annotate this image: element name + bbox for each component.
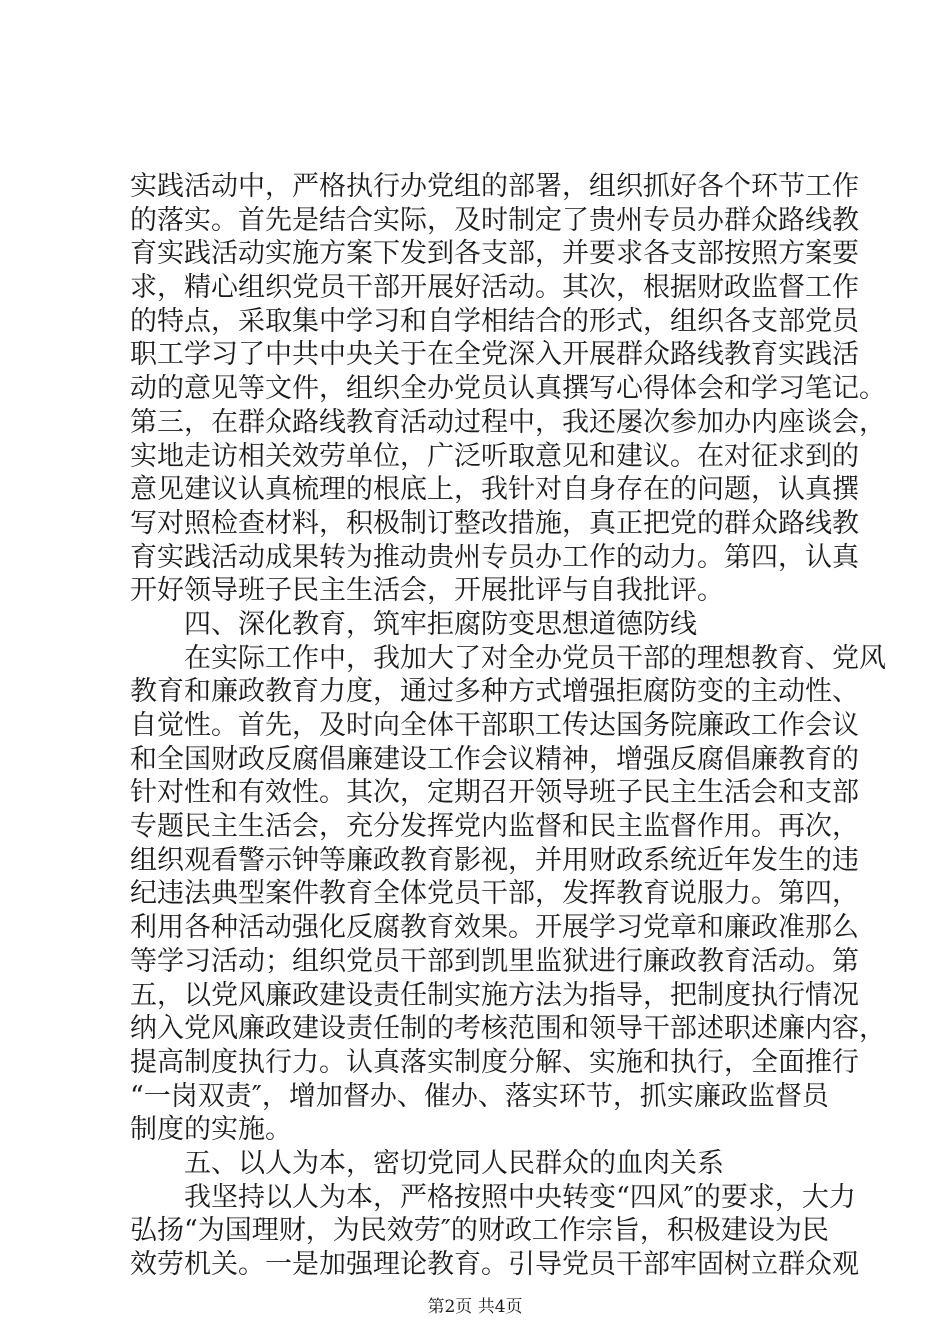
section-heading: 四、深化教育，筑牢拒腐防变思想道德防线 xyxy=(184,608,697,640)
document-body xyxy=(130,170,886,1282)
text-line: 效劳机关。一是加强理论教育。引导党员干部牢固树立群众观 xyxy=(130,1249,859,1280)
text-line: 实践活动中，严格执行办党组的部署，组织抓好各个环节工作 xyxy=(130,171,859,202)
text-line: 利用各种活动强化反腐教育效果。开展学习党章和廉政准那么 xyxy=(130,912,859,944)
text-line: 动的意见等文件，组织全办党员认真撰写心得体会和学习笔记。 xyxy=(130,373,886,405)
page-footer: 第2页 共4页 xyxy=(427,1297,523,1317)
text-line: 自觉性。首先，及时向全体干部职工传达国务院廉政工作会议 xyxy=(130,710,859,741)
text-line: 的特点，采取集中学习和自学相结合的形式，组织各支部党员 xyxy=(130,305,859,337)
text-line: 意见建议认真梳理的根底上，我针对自身存在的问题，认真撰 xyxy=(130,474,859,506)
text-line: 写对照检查材料，积极制订整改措施，真正把党的群众路线教 xyxy=(130,507,859,539)
section-heading: 五、以人为本，密切党同人民群众的血肉关系 xyxy=(184,1147,724,1179)
text-line: 五，以党风廉政建设责任制实施方法为指导，把制度执行情况 xyxy=(130,979,859,1011)
text-line: “一岗双责″，增加督办、催办、落实环节，抓实廉政监督员 xyxy=(130,1080,829,1112)
text-line: 专题民主生活会，充分发挥党内监督和民主监督作用。再次， xyxy=(130,811,859,843)
text-line: 制度的实施。 xyxy=(130,1114,292,1146)
text-line: 纪违法典型案件教育全体党员干部，发挥教育说服力。第四， xyxy=(130,878,859,910)
text-line: 组织观看警示钟等廉政教育影视，并用财政系统近年发生的违 xyxy=(130,844,859,876)
text-line: 等学习活动；组织党员干部到凯里监狱进行廉政教育活动。第 xyxy=(130,945,859,977)
text-line: 弘扬“为国理财，为民效劳″的财政工作宗旨，积极建设为民 xyxy=(130,1215,829,1247)
text-line: 在实际工作中，我加大了对全办党员干部的理想教育、党风 xyxy=(184,642,886,674)
text-line: 的落实。首先是结合实际，及时制定了贵州专员办群众路线教 xyxy=(130,204,859,236)
text-line: 开好领导班子民主生活会，开展批评与自我批评。 xyxy=(130,575,724,607)
text-line: 职工学习了中共中央关于在全党深入开展群众路线教育实践活 xyxy=(130,339,859,371)
text-line: 提高制度执行力。认真落实制度分解、实施和执行，全面推行 xyxy=(130,1046,859,1078)
text-line: 我坚持以人为本，严格按照中央转变“四风″的要求，大力 xyxy=(184,1181,856,1213)
text-line: 求，精心组织党员干部开展好活动。其次，根据财政监督工作 xyxy=(130,272,859,304)
text-line: 教育和廉政教育力度，通过多种方式增强拒腐防变的主动性、 xyxy=(130,676,859,708)
text-line: 育实践活动实施方案下发到各支部，并要求各支部按照方案要 xyxy=(130,238,859,270)
text-line: 第三，在群众路线教育活动过程中，我还屡次参加办内座谈会， xyxy=(130,406,886,438)
text-line: 和全国财政反腐倡廉建设工作会议精神，增强反腐倡廉教育的 xyxy=(130,743,859,775)
text-line: 纳入党风廉政建设责任制的考核范围和领导干部述职述廉内容， xyxy=(130,1013,886,1045)
text-line: 针对性和有效性。其次，定期召开领导班子民主生活会和支部 xyxy=(130,777,859,809)
text-line: 实地走访相关效劳单位，广泛听取意见和建议。在对征求到的 xyxy=(130,440,859,472)
text-line: 育实践活动成果转为推动贵州专员办工作的动力。第四，认真 xyxy=(130,541,859,573)
